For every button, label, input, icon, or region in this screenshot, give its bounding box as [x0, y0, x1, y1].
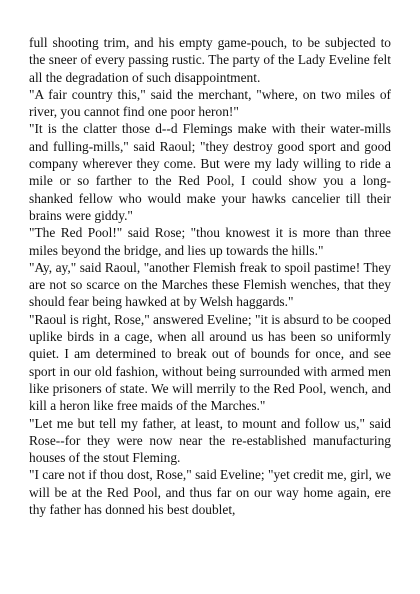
paragraph-7: "Let me but tell my father, at least, to mount and follow us," said Rose--for they were now near the re-established manufacturing houses of the stout Fleming. [29, 415, 391, 466]
paragraph-3: "It is the clatter those d--d Flemings make with their water-mills and fulling-mills," said Raoul; "they destroy good sport and good company wherever they come. But were my lady willing to ride a mile or so farther to the Red Pool, I could show you a long- shanked fellow who would make your hawks cancelier till their brains were giddy." [29, 121, 391, 223]
paragraph-1: full shooting trim, and his empty game-pouch, to be subjected to the sneer of every passing rustic. The party of the Lady Eveline felt all the degradation of such disappointment. [29, 35, 391, 85]
paragraph-6: "Raoul is right, Rose," answered Eveline; "it is absurd to be cooped uplike birds in a cage, when all around us has been so uniformly quiet. I am determined to break out of bounds for once, and see sport in our old fashion, without being surrounded with armed men like prisoners of state. We will merrily to the Red Pool, wench, and kill a heron like free maids of the Marches." [29, 311, 391, 414]
paragraph-8: "I care not if thou dost, Rose," said Eveline; "yet credit me, girl, we will be at the Red Pool, and thus far on our way home again, ere thy father has donned his best doublet, [29, 467, 391, 518]
paragraph-5: "Ay, ay," said Raoul, "another Flemish freak to spoil pastime! They are not so scarce on the Marches these Flemish wenches, that they should fear being hawked at by Welsh haggards." [29, 259, 391, 310]
paragraph-4: "The Red Pool!" said Rose; "thou knowest it is more than three miles beyond the bridge, and lies up towards the hills." [29, 225, 391, 258]
document-page [29, 34, 391, 586]
paragraph-2: "A fair country this," said the merchant, "where, on two miles of river, you cannot find one poor heron!" [29, 86, 391, 120]
